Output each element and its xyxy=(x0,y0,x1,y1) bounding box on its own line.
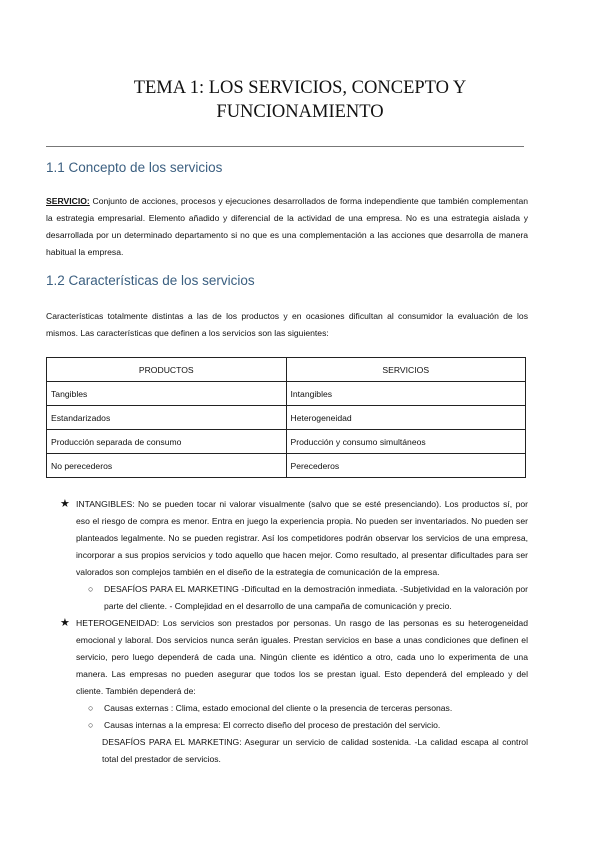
servicio-term: SERVICIO: xyxy=(46,196,90,206)
title-divider xyxy=(46,146,524,147)
comparison-table xyxy=(46,357,526,478)
list-item-intangibles: ★ INTANGIBLES: No se pueden tocar ni valorar visualmente (salvo que se esté presenciando). Los productos sí, por eso el riesgo de compra es menor. Entra en juego la experiencia propia. No pueden ser inventariados. No pueden ser planteados legalmente. No se pueden registrar. Así los competidores podrán observar los servicios de una empresa, incorporar a sus propios servicios y todo aquello que hacen mejor. Como resultado, al presentar dificultades para ser valorados son complejos también en el diseño de la estrategia de comunicación de la empresa. xyxy=(60,498,528,577)
table-cell: Intangibles xyxy=(286,382,526,406)
title-line-2: FUNCIONAMIENTO xyxy=(216,102,384,122)
table-row xyxy=(47,430,526,454)
page-title xyxy=(60,76,540,124)
servicio-definition: Conjunto de acciones, procesos y ejecuciones desarrollados de forma independiente que también complementan la estrategia empresarial. Elemento añadido y diferencial de la actividad de una empresa. No es una estrategia aislada y desarrollada por un determinado departamento si no que es una complementación a las acciones que desarrolla de manera habitual la empresa. xyxy=(46,196,528,257)
table-cell: Producción separada de consumo xyxy=(47,430,287,454)
table-row xyxy=(47,382,526,406)
table-cell: No perecederos xyxy=(47,454,287,478)
star-bullet-icon: ★ xyxy=(60,498,70,510)
table-cell: Heterogeneidad xyxy=(286,406,526,430)
table-cell: Tangibles xyxy=(47,382,287,406)
header-servicios: SERVICIOS xyxy=(286,358,526,382)
section-1-heading: 1.1 Concepto de los servicios xyxy=(46,160,223,175)
table-cell: Estandarizados xyxy=(47,406,287,430)
section-2-heading: 1.2 Características de los servicios xyxy=(46,273,255,288)
title-line-1: TEMA 1: LOS SERVICIOS, CONCEPTO Y xyxy=(133,78,467,98)
list-subitem-desafios-intangibles: ○ DESAFÍOS PARA EL MARKETING -Dificultad en la demostración inmediata. -Subjetividad en la valoración por parte del cliente. - Complejidad en el desarrollo de una campaña de comunicación y precio. xyxy=(60,581,528,615)
header-productos: PRODUCTOS xyxy=(47,358,287,382)
star-bullet-icon: ★ xyxy=(60,617,70,629)
table-row xyxy=(47,454,526,478)
circle-bullet-icon: ○ xyxy=(88,584,94,594)
table-row xyxy=(47,406,526,430)
table-cell: Perecederos xyxy=(286,454,526,478)
circle-bullet-icon: ○ xyxy=(88,720,94,730)
list-item-heterogeneidad: ★ HETEROGENEIDAD: Los servicios son prestados por personas. Un rasgo de las personas es su heterogeneidad emocional y laboral. Dos servicios nunca serán iguales. Prestan servicios en base a unas condiciones que definen el servicio, pero luego dependerá de cada una. Ningún cliente es idéntico a otro, cada uno lo experimenta de una manera. Las empresas no pueden asegurar que todos los se prestan igual. Esto dependerá del empleado y del cliente. También dependerá de: xyxy=(60,617,528,696)
table-cell: Producción y consumo simultáneos xyxy=(286,430,526,454)
desafios-heterogeneidad: DESAFÍOS PARA EL MARKETING: Asegurar un servicio de calidad sostenida. -La calidad escapa al control total del prestador de servicios. xyxy=(102,737,528,764)
section-1-paragraph xyxy=(46,193,528,261)
list-subitem-causas-externas: ○ Causas externas : Clima, estado emocional del cliente o la presencia de terceras personas. xyxy=(60,700,528,717)
characteristics-list xyxy=(60,496,528,768)
section-2-intro: Características totalmente distintas a las de los productos y en ocasiones dificultan al consumidor la evaluación de los mismos. Las características que definen a los servicios son las siguientes: xyxy=(46,311,528,338)
list-subitem-causas-internas: ○ Causas internas a la empresa: El correcto diseño del proceso de prestación del servicio. xyxy=(60,717,528,734)
table-header-row xyxy=(47,358,526,382)
circle-bullet-icon: ○ xyxy=(88,703,94,713)
